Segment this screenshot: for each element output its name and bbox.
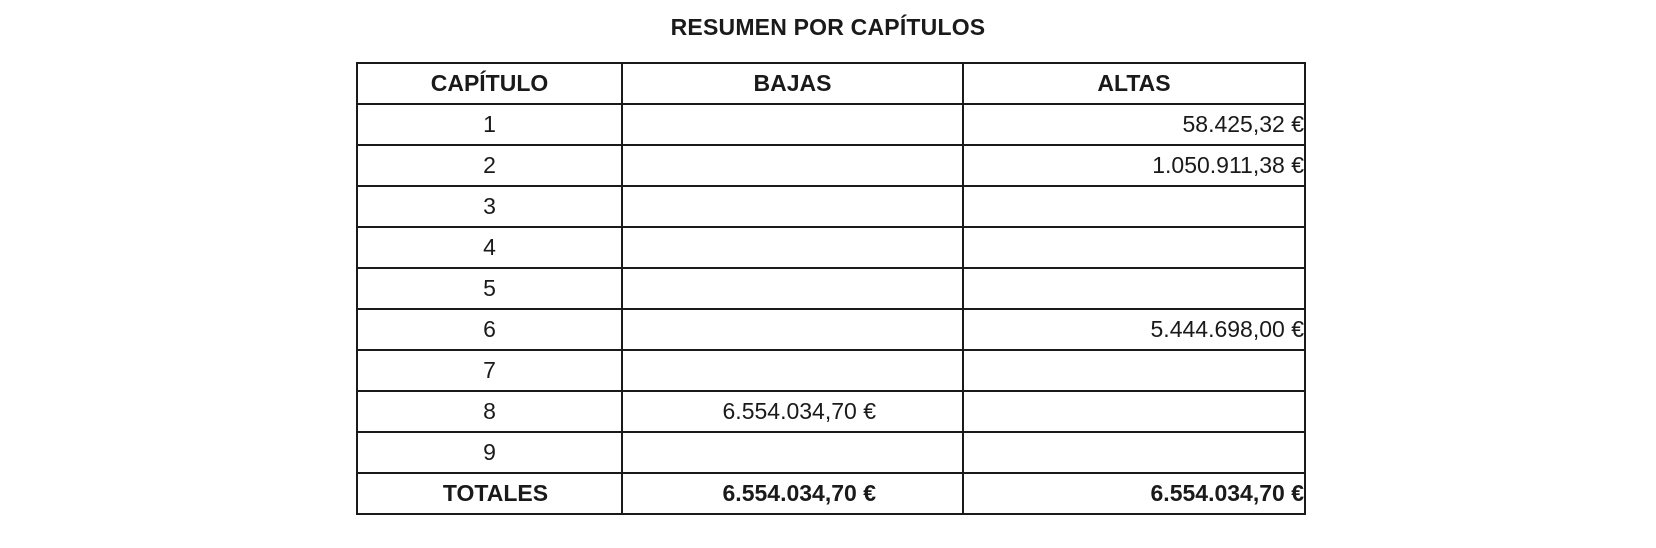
header-altas: ALTAS: [963, 63, 1305, 104]
cell-altas: 1.050.911,38 €: [963, 145, 1305, 186]
cell-bajas: [622, 186, 963, 227]
table-row: [357, 350, 1305, 391]
cell-bajas: 6.554.034,70 €: [622, 391, 963, 432]
cell-capitulo: 6: [357, 309, 622, 350]
cell-altas: [963, 227, 1305, 268]
cell-capitulo: 2: [357, 145, 622, 186]
cell-altas: [963, 186, 1305, 227]
cell-altas: [963, 350, 1305, 391]
table-row: [357, 227, 1305, 268]
cell-altas: [963, 391, 1305, 432]
summary-table: [356, 62, 1306, 515]
totals-label: TOTALES: [357, 473, 622, 514]
cell-altas: [963, 268, 1305, 309]
cell-bajas: [622, 350, 963, 391]
cell-capitulo: 3: [357, 186, 622, 227]
totals-bajas: 6.554.034,70 €: [622, 473, 963, 514]
cell-capitulo: 1: [357, 104, 622, 145]
cell-bajas: [622, 104, 963, 145]
totals-altas: 6.554.034,70 €: [963, 473, 1305, 514]
cell-altas: [963, 432, 1305, 473]
table-row: [357, 432, 1305, 473]
cell-bajas: [622, 432, 963, 473]
cell-bajas: [622, 227, 963, 268]
table-row: [357, 145, 1305, 186]
header-bajas: BAJAS: [622, 63, 963, 104]
header-capitulo: CAPÍTULO: [357, 63, 622, 104]
page-title: RESUMEN POR CAPÍTULOS: [670, 14, 986, 40]
totals-row: [357, 473, 1305, 514]
cell-capitulo: 5: [357, 268, 622, 309]
cell-altas: 5.444.698,00 €: [963, 309, 1305, 350]
header-row: [357, 63, 1305, 104]
table-row: [357, 391, 1305, 432]
table-row: [357, 309, 1305, 350]
table-row: [357, 268, 1305, 309]
cell-bajas: [622, 268, 963, 309]
cell-capitulo: 9: [357, 432, 622, 473]
table-row: [357, 104, 1305, 145]
cell-bajas: [622, 309, 963, 350]
cell-altas: 58.425,32 €: [963, 104, 1305, 145]
cell-capitulo: 8: [357, 391, 622, 432]
table-row: [357, 186, 1305, 227]
cell-capitulo: 7: [357, 350, 622, 391]
cell-bajas: [622, 145, 963, 186]
cell-capitulo: 4: [357, 227, 622, 268]
